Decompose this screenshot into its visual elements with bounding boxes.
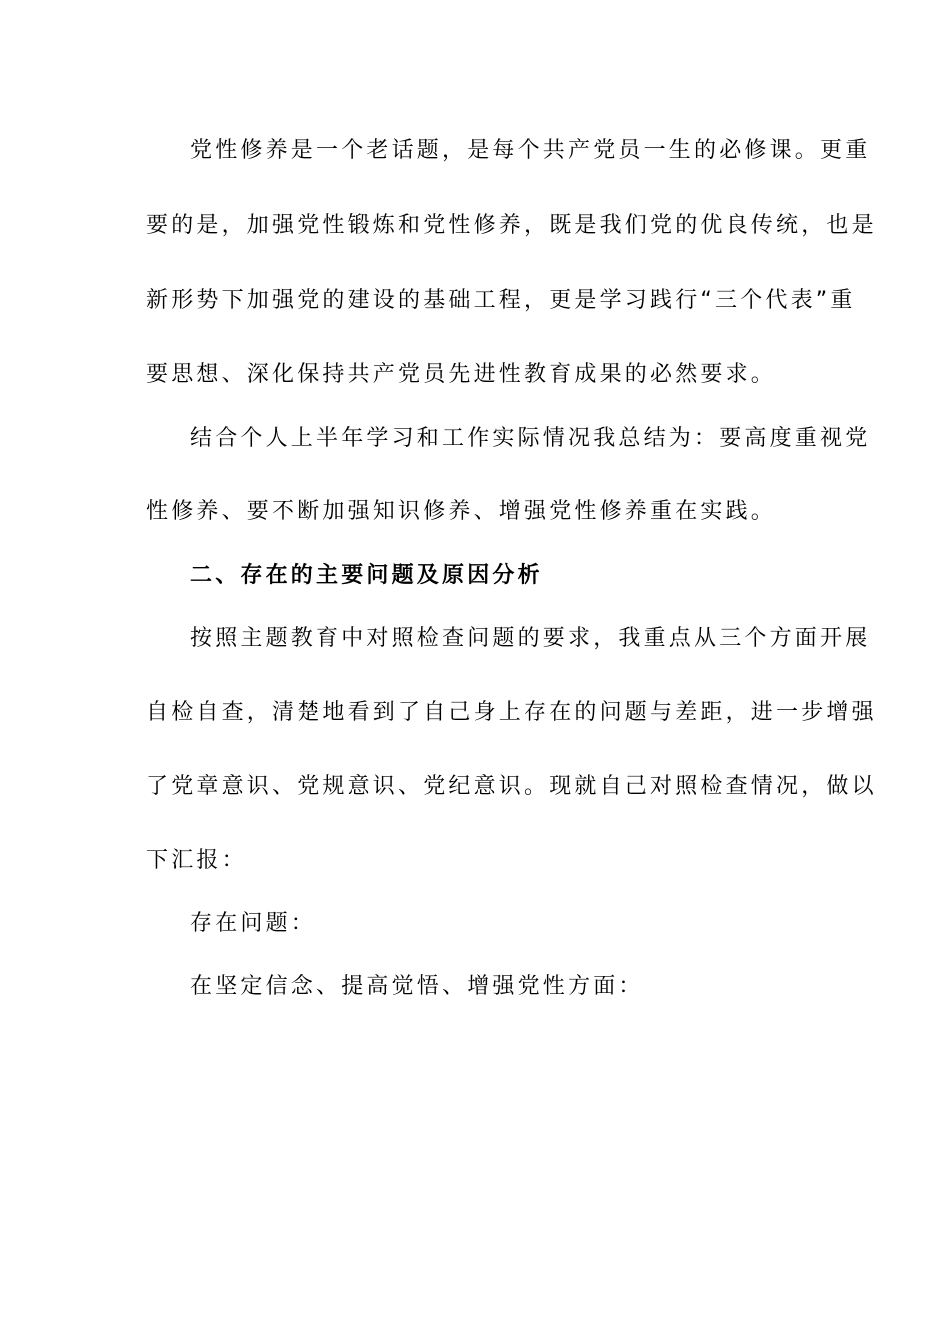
paragraph-3-line-1: 按照主题教育中对照检查问题的要求，我重点从三个方面开展 (190, 626, 871, 651)
paragraph-3-line-4: 下汇报： (146, 848, 247, 873)
paragraph-3-line-2: 自检自查，清楚地看到了自己身上存在的问题与差距，进一步增强 (146, 700, 877, 725)
subsection-label: 在坚定信念、提高觉悟、增强党性方面： (190, 974, 644, 999)
paragraph-3-line-3: 了党章意识、党规意识、党纪意识。现就自己对照检查情况，做以 (146, 774, 877, 799)
paragraph-1-line-1: 党性修养是一个老话题，是每个共产党员一生的必修课。更重 (190, 138, 871, 163)
paragraph-2-line-1: 结合个人上半年学习和工作实际情况我总结为：要高度重视党 (190, 426, 871, 451)
paragraph-1-line-3: 新形势下加强党的建设的基础工程，更是学习践行“三个代表”重 (146, 288, 856, 313)
problems-label: 存在问题： (190, 911, 317, 936)
paragraph-1-line-2: 要的是，加强党性锻炼和党性修养，既是我们党的优良传统，也是 (146, 213, 877, 238)
paragraph-1-line-4: 要思想、深化保持共产党员先进性教育成果的必然要求。 (146, 362, 777, 387)
paragraph-2-line-2: 性修养、要不断加强知识修养、增强党性修养重在实践。 (146, 499, 777, 524)
section-heading: 二、存在的主要问题及原因分析 (190, 563, 543, 588)
